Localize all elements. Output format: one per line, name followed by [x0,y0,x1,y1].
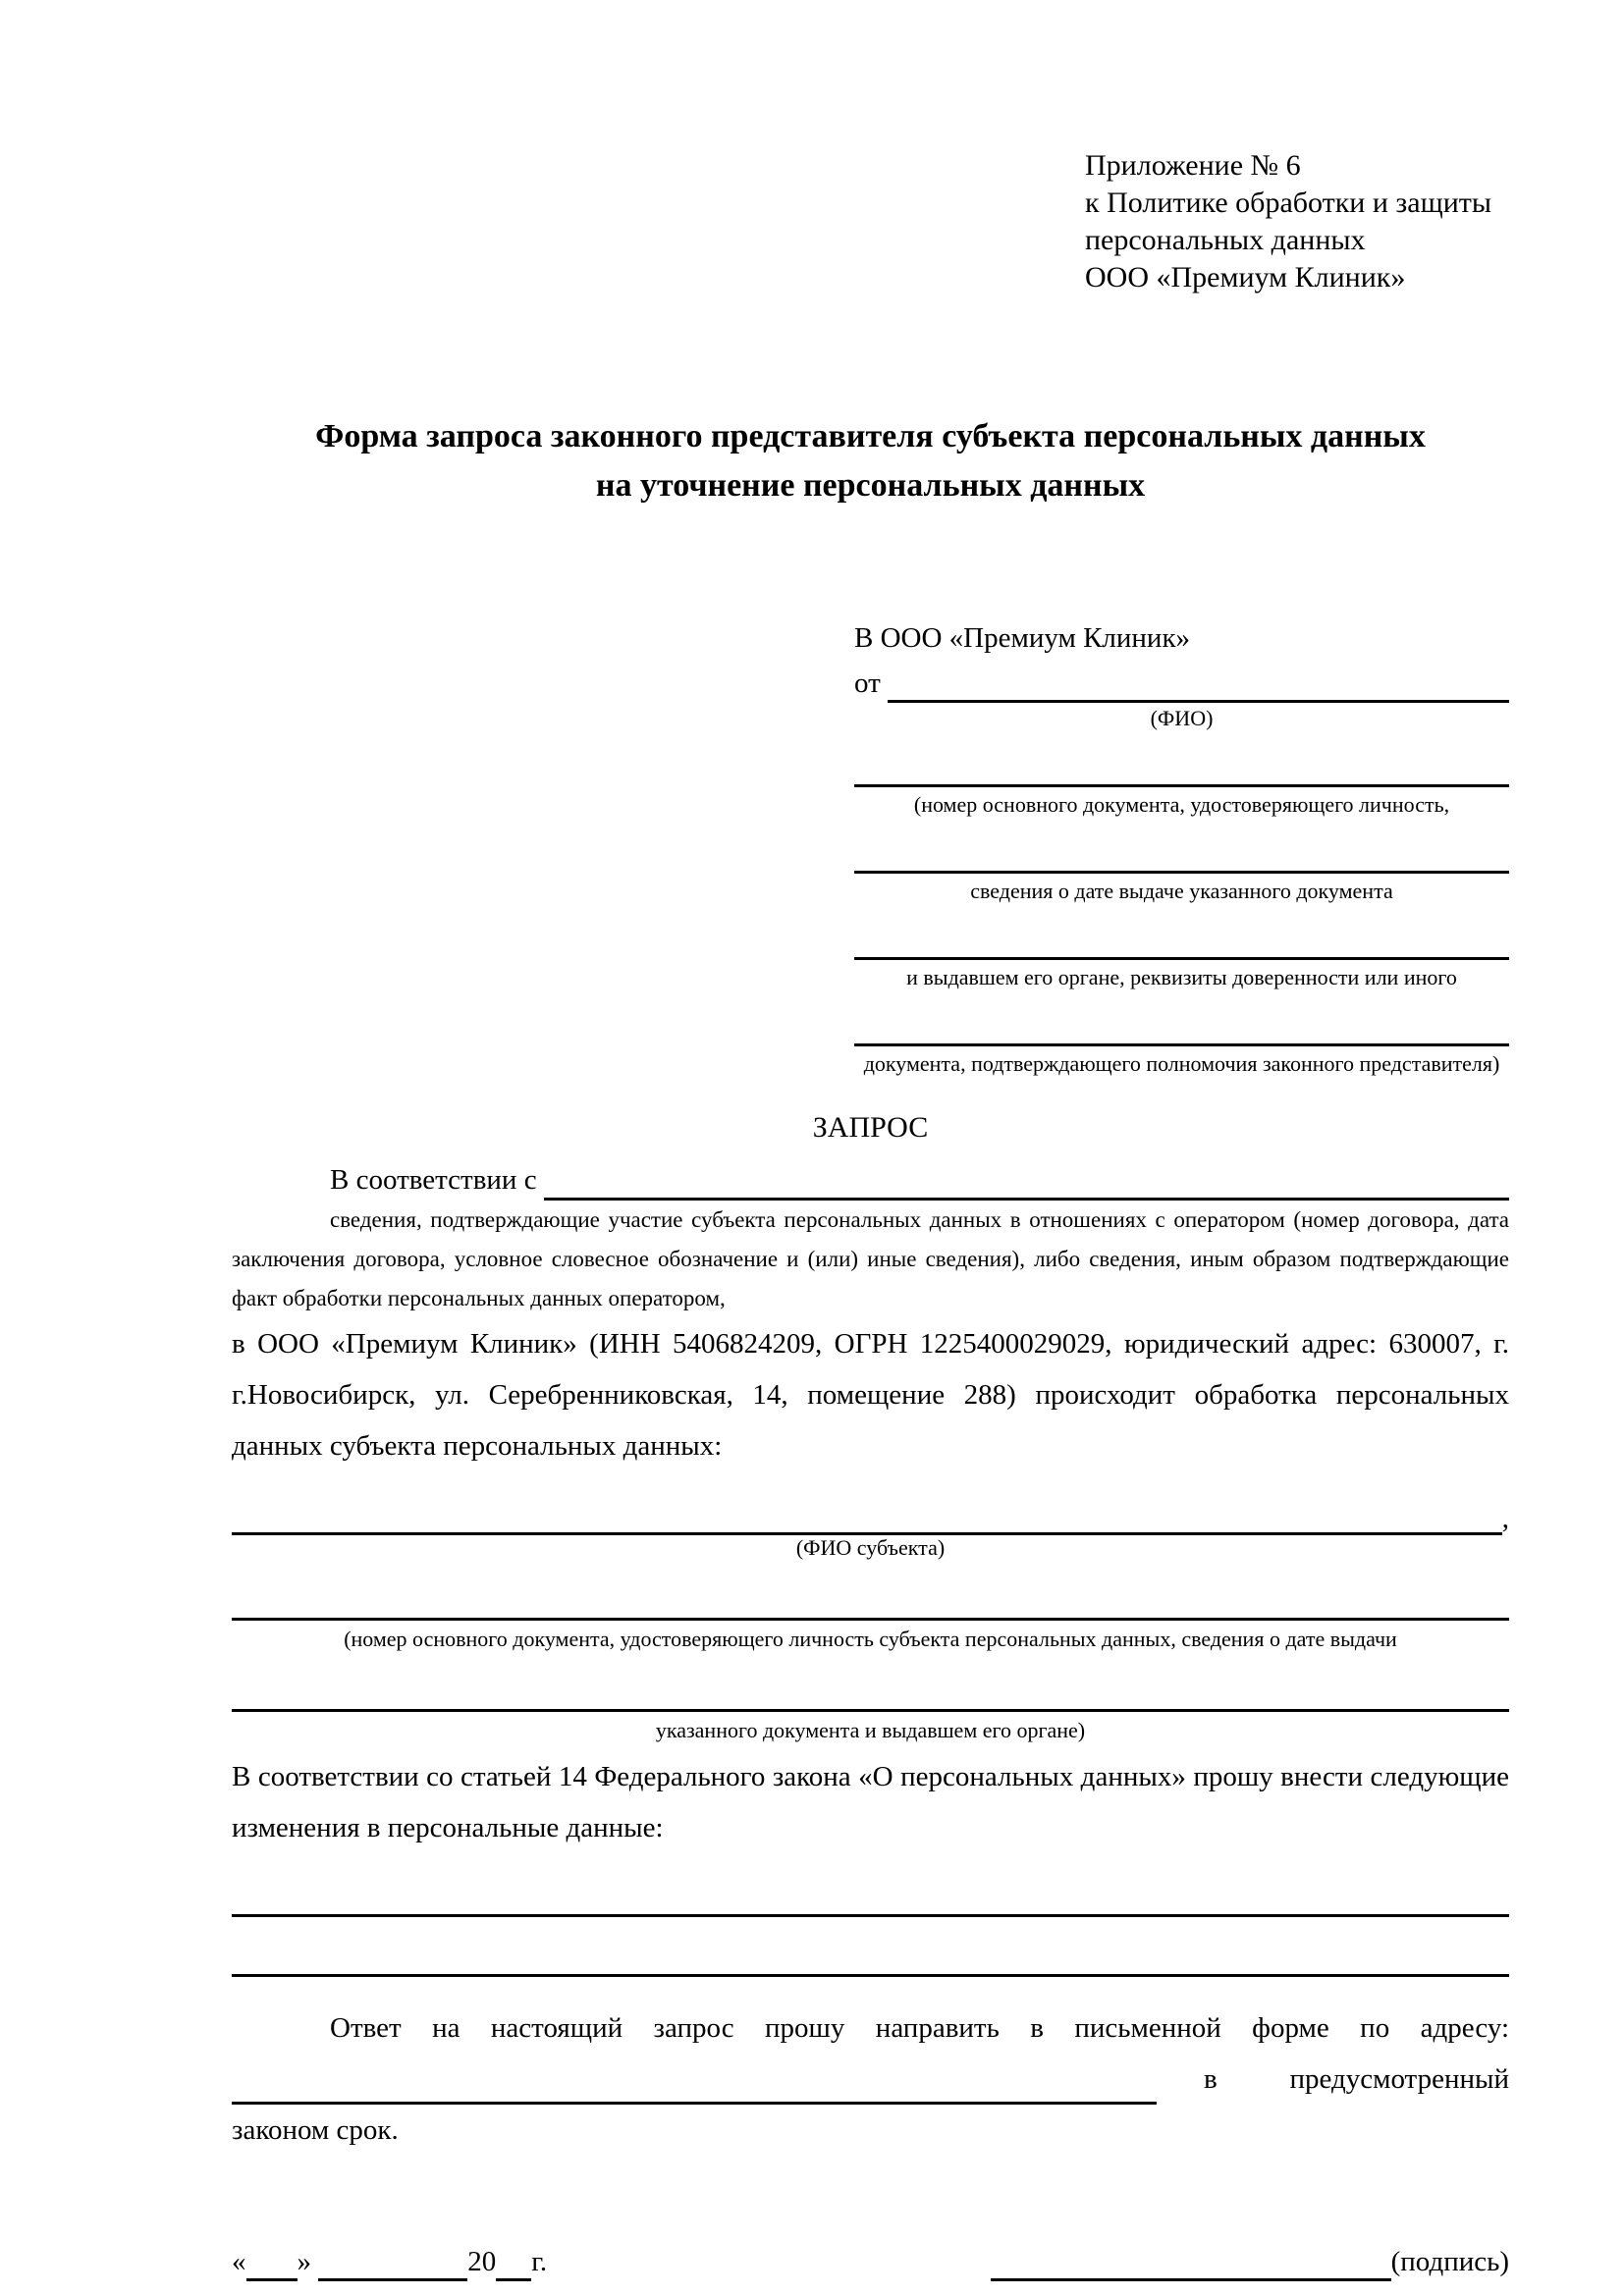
blank-field [854,918,1509,960]
page-title-line-2: на уточнение персональных данных [595,467,1146,504]
intro-label: В соответствии с [330,1164,544,1196]
subject-fio-caption: (ФИО субъекта) [795,1535,946,1560]
blank-field [854,831,1509,874]
doc-blank-group [854,918,1509,990]
subject-doc-group [232,1662,1509,1743]
blank-field [232,1571,1509,1621]
blank-field [232,1662,1509,1712]
date-year-blank-field [496,2247,531,2281]
changes-blank-1 [232,1863,1509,1917]
reply-paragraph-line-3: законом срок. [232,2114,399,2146]
appendix-header-line: к Политике обработки и защиты [1085,187,1492,219]
appendix-header-line: Приложение № 6 [1085,149,1301,182]
from-label: от [854,667,889,699]
law-paragraph: В соответствии со статьей 14 Федерального закона «О персональных данных» прошу внести следующие изменения в персональные данные: [232,1761,1509,1843]
reply-word-2: предусмотренный [1289,2063,1509,2095]
page-title [232,412,1509,510]
subject-doc-caption-1: (номер основного документа, удостоверяющего личность субъекта персональных данных, сведения о дате выдачи [344,1627,1397,1651]
date-month-blank-field [318,2247,467,2281]
subject-fio-blank-field [232,1499,1502,1535]
doc-blank-group [854,1004,1509,1077]
addressee-from-line [854,664,1509,703]
reply-paragraph-line-2 [232,2054,1509,2105]
subject-comma: , [1501,1503,1509,1534]
reply-tail [1157,2054,1509,2105]
signature-line [991,2242,1509,2281]
reply-address-blank-field [232,2062,1157,2105]
intro-blank-field [544,1164,1509,1201]
date-line [232,2242,547,2281]
subject-doc-caption-2: указанного документа и выдавшем его органе) [655,1718,1086,1742]
blank-field [854,745,1509,787]
addressee-to: В ООО «Премиум Клиник» [854,622,1191,654]
doc-caption: документа, подтверждающего полномочия законного представителя) [863,1051,1500,1076]
subject-fio-blank-line [232,1499,1509,1535]
appendix-header-line: ООО «Премиум Клиник» [1085,261,1406,294]
operator-paragraph: в ООО «Премиум Клиник» (ИНН 5406824209, ОГРН 1225400029029, юридический адрес: 630007, г. г.Новосибирск, ул. Серебренниковская, 14, помещение 288) происходит обработка персональных данных субъекта персональных данных: [232,1328,1509,1462]
subject-doc-group [232,1571,1509,1652]
doc-blank-group [854,831,1509,904]
intro-line [232,1159,1509,1201]
intro-caption: сведения, подтверждающие участие субъекта персональных данных в отношениях с оператором (номер договора, дата заключения договора, условное словесное обозначение и (или) иные сведения), либо сведения, иным образом подтверждающие факт обработки персональных данных оператором, [232,1207,1509,1310]
request-heading: ЗАПРОС [812,1111,929,1144]
reply-word-1: в [1204,2063,1218,2095]
date-quote-open: « [232,2246,246,2277]
page-title-line-1: Форма запроса законного представителя субъекта персональных данных [315,418,1426,454]
date-day-blank-field [246,2247,298,2281]
date-year-suffix: г. [531,2246,548,2277]
doc-caption: (номер основного документа, удостоверяющего личность, [913,792,1450,817]
signature-caption: (подпись) [1390,2246,1509,2277]
doc-blank-group [854,745,1509,818]
appendix-header-line: персональных данных [1085,224,1366,256]
appendix-header [1085,147,1509,296]
fio-caption: (ФИО) [1150,706,1214,730]
blank-field [232,1917,1509,1977]
from-blank-field [888,667,1509,703]
doc-caption: сведения о дате выдаче указанного документа [970,879,1393,903]
blank-field [232,1863,1509,1917]
signature-blank-field [991,2247,1391,2281]
date-quote-close: » [297,2246,319,2277]
addressee-block [854,618,1509,1077]
changes-blank-2 [232,1917,1509,1977]
date-year-prefix: 20 [467,2246,497,2277]
reply-paragraph-line-1: Ответ на настоящий запрос прошу направить в письменной форме по адресу: [330,2012,1509,2044]
blank-field [854,1004,1509,1046]
doc-caption: и выдавшем его органе, реквизиты доверенности или иного [906,965,1457,989]
footer-row [232,2242,1509,2281]
